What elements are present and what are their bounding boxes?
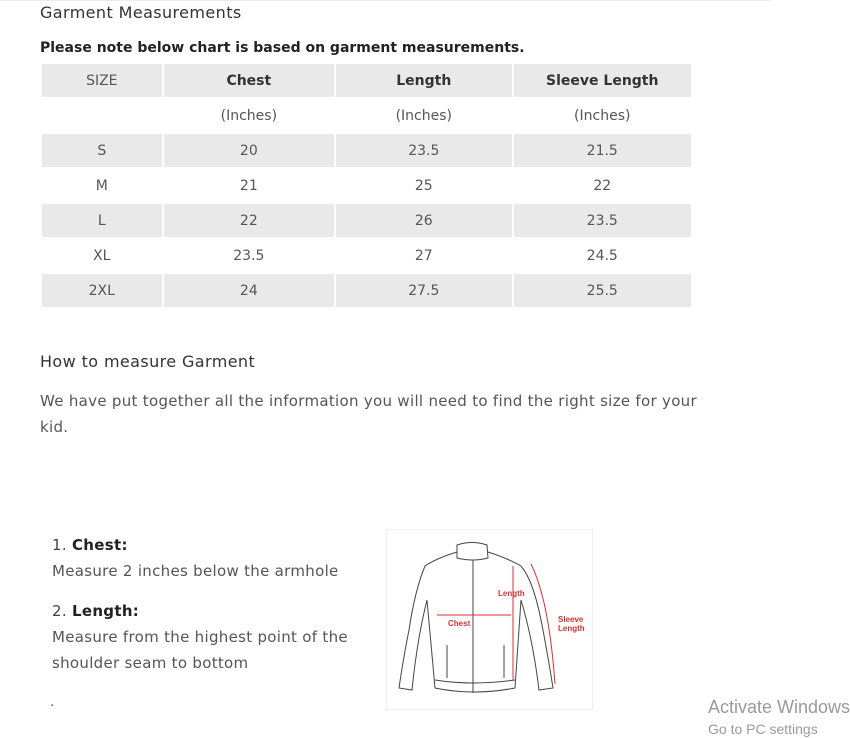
size-chart-table bbox=[40, 62, 693, 309]
cell-length: 23.5 bbox=[335, 133, 512, 168]
step-length-desc: Measure from the highest point of the shoulder seam to bottom bbox=[52, 628, 348, 672]
cell-chest: 22 bbox=[163, 203, 335, 238]
cell-size: M bbox=[41, 168, 163, 203]
chart-note: Please note below chart is based on garment measurements. bbox=[40, 40, 525, 56]
step-number: 1. bbox=[52, 536, 67, 554]
cell-size: S bbox=[41, 133, 163, 168]
jacket-illustration bbox=[387, 530, 592, 709]
step-number: 2. bbox=[52, 602, 67, 620]
cell-sleeve: 23.5 bbox=[513, 203, 692, 238]
go-to-settings-watermark: Go to PC settings bbox=[708, 721, 818, 737]
header-chest: Chest bbox=[163, 63, 335, 98]
cell-length: 27 bbox=[335, 238, 512, 273]
units-sleeve: (Inches) bbox=[513, 98, 692, 133]
sleeve-measure-line bbox=[531, 564, 555, 684]
step-chest-title bbox=[52, 536, 128, 554]
step-length-title bbox=[52, 602, 139, 620]
header-size: SIZE bbox=[41, 63, 163, 98]
cell-length: 25 bbox=[335, 168, 512, 203]
table-row bbox=[41, 238, 692, 273]
length-label: Length bbox=[498, 589, 525, 598]
top-divider bbox=[0, 0, 771, 1]
intro-text: We have put together all the information you will need to find the right size for your kid. bbox=[40, 392, 697, 436]
header-sleeve-length: Sleeve Length bbox=[513, 63, 692, 98]
cell-sleeve: 24.5 bbox=[513, 238, 692, 273]
header-length: Length bbox=[335, 63, 512, 98]
step-label: Length: bbox=[72, 602, 140, 620]
cell-sleeve: 22 bbox=[513, 168, 692, 203]
table-row bbox=[41, 133, 692, 168]
step-chest-desc: Measure 2 inches below the armhole bbox=[52, 562, 339, 580]
garment-measurements-heading: Garment Measurements bbox=[40, 3, 242, 22]
table-header-row bbox=[41, 63, 692, 98]
jacket-measurement-diagram bbox=[386, 529, 593, 710]
cell-size: L bbox=[41, 203, 163, 238]
step-label: Chest: bbox=[72, 536, 128, 554]
units-size bbox=[41, 98, 163, 133]
table-units-row bbox=[41, 98, 692, 133]
table-row bbox=[41, 168, 692, 203]
activate-windows-watermark: Activate Windows bbox=[708, 697, 850, 717]
cell-sleeve: 25.5 bbox=[513, 273, 692, 308]
cell-chest: 24 bbox=[163, 273, 335, 308]
chest-label: Chest bbox=[448, 619, 471, 628]
sleeve-label: Sleeve bbox=[558, 615, 584, 624]
cell-chest: 23.5 bbox=[163, 238, 335, 273]
cell-length: 27.5 bbox=[335, 273, 512, 308]
cell-sleeve: 21.5 bbox=[513, 133, 692, 168]
how-to-measure-heading: How to measure Garment bbox=[40, 352, 256, 371]
units-chest: (Inches) bbox=[163, 98, 335, 133]
cell-size: 2XL bbox=[41, 273, 163, 308]
cell-chest: 20 bbox=[163, 133, 335, 168]
units-length: (Inches) bbox=[335, 98, 512, 133]
cell-length: 26 bbox=[335, 203, 512, 238]
cell-chest: 21 bbox=[163, 168, 335, 203]
table-row bbox=[41, 273, 692, 308]
sleeve-length-label: Length bbox=[558, 624, 585, 633]
table-row bbox=[41, 203, 692, 238]
cell-size: XL bbox=[41, 238, 163, 273]
trailing-dot: . bbox=[50, 694, 55, 710]
